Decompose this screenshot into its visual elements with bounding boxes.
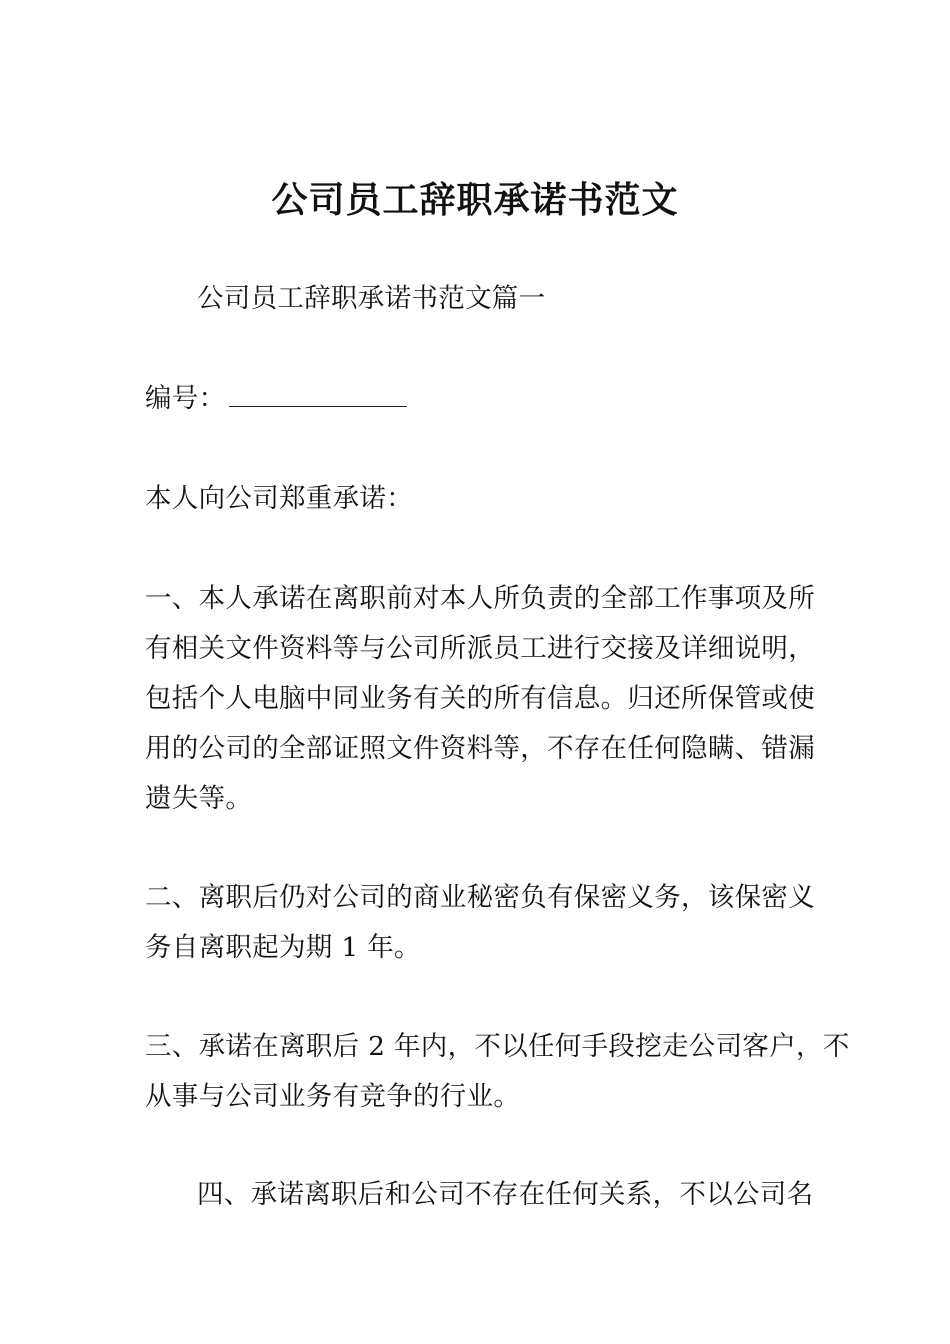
clause-1-line-1: 一、本人承诺在离职前对本人所负责的全部工作事项及所: [145, 583, 815, 614]
clause-2-line-1: 二、离职后仍对公司的商业秘密负有保密义务，该保密义: [145, 882, 815, 913]
clause-2-line-2: 务自离职起为期 1 年。: [145, 932, 421, 963]
intro-line: 本人向公司郑重承诺：: [145, 483, 413, 514]
clause-1-line-4: 用的公司的全部证照文件资料等，不存在任何隐瞒、错漏: [145, 733, 815, 764]
clause-4-line-1: 四、承诺离职后和公司不存在任何关系，不以公司名: [197, 1179, 814, 1210]
serial-number-label: 编号：: [145, 383, 226, 414]
clause-3-line-1: 三、承诺在离职后 2 年内，不以任何手段挖走公司客户，不: [145, 1031, 850, 1062]
clause-1-line-3: 包括个人电脑中同业务有关的所有信息。归还所保管或使: [145, 683, 815, 714]
clause-3-line-2: 从事与公司业务有竞争的行业。: [145, 1081, 521, 1112]
serial-number-row: [145, 374, 810, 424]
clause-1-line-2: 有相关文件资料等与公司所派员工进行交接及详细说明，: [145, 633, 815, 664]
document-subtitle: 公司员工辞职承诺书范文篇一: [197, 283, 546, 314]
clause-1-line-5: 遗失等。: [145, 783, 253, 814]
serial-number-blank: [229, 386, 407, 407]
document-title: 公司员工辞职承诺书范文: [271, 180, 679, 221]
